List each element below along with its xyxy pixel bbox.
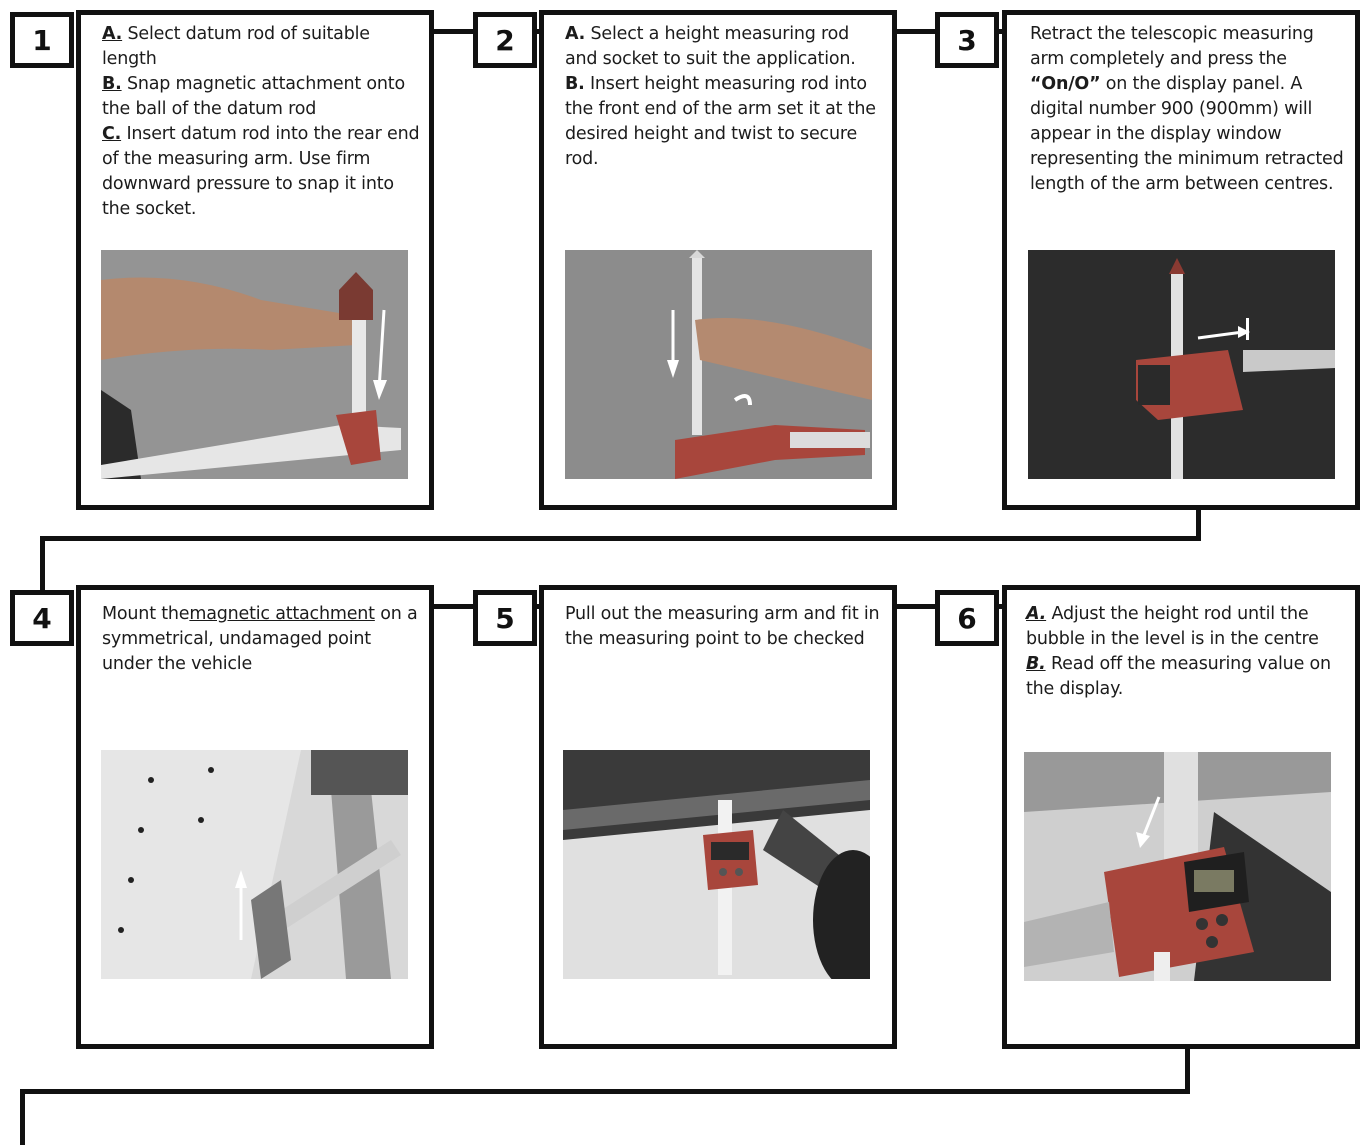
connector-bottom-link (20, 1089, 1190, 1094)
connector-4-left (40, 536, 45, 594)
step-photo-5 (563, 750, 870, 979)
step6-label-b: B. (1026, 654, 1046, 674)
step-text-1 (102, 22, 422, 222)
connector-row-link (40, 536, 1201, 541)
step1-label-a: A. (102, 24, 123, 44)
step-photo-6 (1024, 752, 1331, 981)
step4-text-underlined: magnetic attachment (189, 604, 375, 624)
step6-text-b: Read off the measuring value on the display. (1026, 654, 1331, 699)
step-number-3: 3 (935, 12, 999, 68)
step1-label-c: C. (102, 124, 122, 144)
connector-6-down (1185, 1046, 1190, 1094)
step3-text-after: on the display panel. A digital number 900 (900mm) will appear in the display window representing the minimum retracted length of the arm between centres. (1030, 74, 1344, 194)
connector-bottom-left (20, 1089, 25, 1145)
step1-text-a: Select datum rod of suitable length (102, 24, 370, 69)
step-text-5 (565, 602, 885, 652)
step-text-3 (1030, 22, 1350, 197)
step3-text-before: Retract the telescopic measuring arm completely and press the (1030, 24, 1314, 69)
step4-text-before: Mount the (102, 604, 190, 624)
step-photo-1 (101, 250, 408, 479)
step6-label-a: A. (1026, 604, 1047, 624)
step-number-6: 6 (935, 590, 999, 646)
step-number-2: 2 (473, 12, 537, 68)
step-photo-2 (565, 250, 872, 479)
step5-text: Pull out the measuring arm and fit in the measuring point to be checked (565, 604, 880, 649)
step1-label-b: B. (102, 74, 122, 94)
step4-text-after: on a symmetrical, undamaged point under the vehicle (102, 604, 418, 674)
step3-on-button-label: “On/O” (1030, 74, 1101, 94)
step2-text-a: Select a height measuring rod and socket to suit the application. (565, 24, 856, 69)
step6-text-a: Adjust the height rod until the bubble in the level is in the centre (1026, 604, 1319, 649)
step1-text-c: Insert datum rod into the rear end of the measuring arm. Use firm downward pressure to snap it into the socket. (102, 124, 420, 219)
step-text-4 (102, 602, 422, 677)
step-photo-3 (1028, 250, 1335, 479)
step-number-5: 5 (473, 590, 537, 646)
step2-label-a: A. (565, 24, 586, 44)
step1-text-b: Snap magnetic attachment onto the ball of the datum rod (102, 74, 405, 119)
step-number-1: 1 (10, 12, 74, 68)
step-photo-4 (101, 750, 408, 979)
step2-label-b: B. (565, 74, 585, 94)
step-text-6 (1026, 602, 1351, 702)
step-number-4: 4 (10, 590, 74, 646)
step2-text-b: Insert height measuring rod into the front end of the arm set it at the desired height and twist to secure rod. (565, 74, 876, 169)
step-text-2 (565, 22, 885, 172)
